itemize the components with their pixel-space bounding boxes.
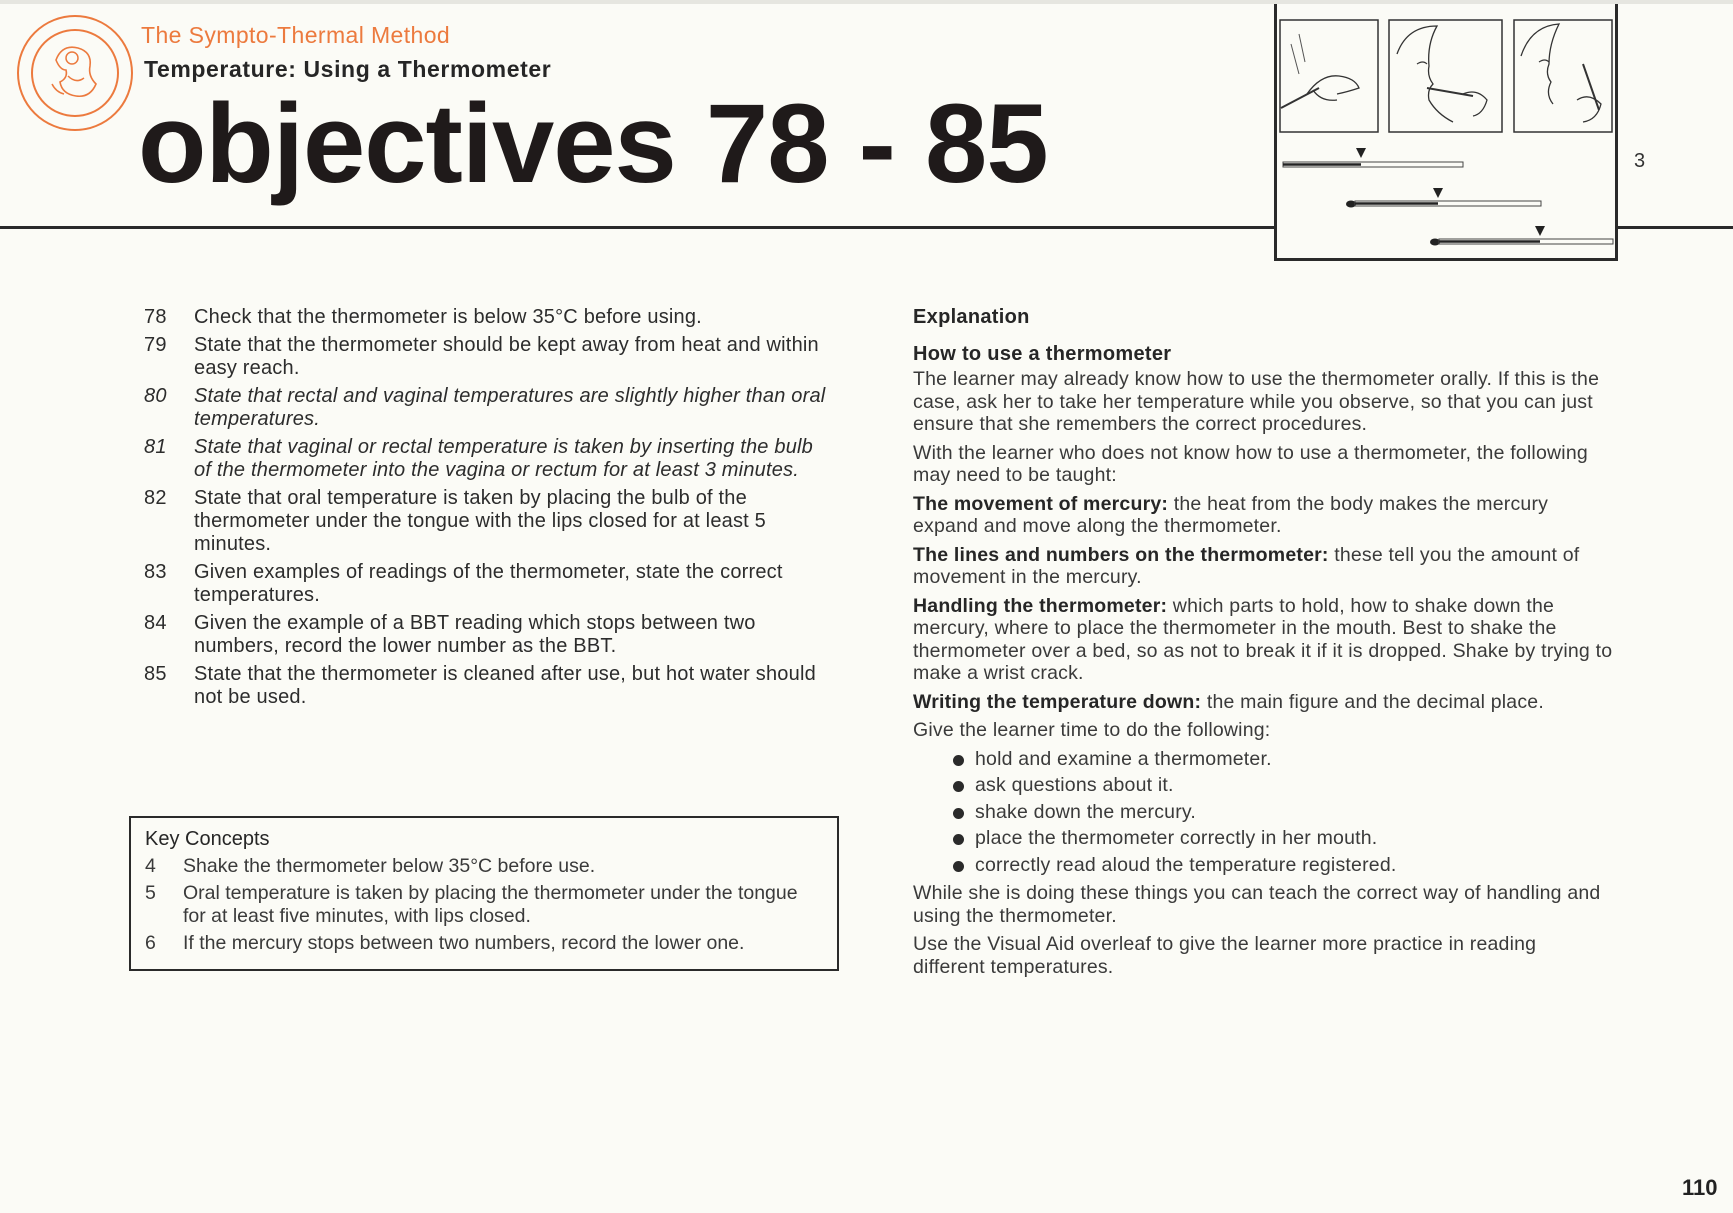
key-concept-text: If the mercury stops between two numbers, record the lower one. (183, 932, 745, 954)
objective-number: 84 (144, 612, 167, 634)
bullet-item: place the thermometer correctly in her mouth. (953, 827, 1613, 850)
topic-lead: Handling the thermometer: (913, 594, 1168, 617)
topic-text: the heat from the body makes the mercury expand and move along the thermometer. (913, 492, 1549, 537)
objective-item (144, 663, 834, 709)
explanation-topic (913, 691, 1613, 714)
thermometer-illustration (1274, 4, 1618, 261)
topic-text: which parts to hold, how to shake down the mercury, where to place the thermometer in the mouth. Best to shake the thermometer over a bed, so as not to break it if it is dropped. Shake by trying to make a wrist crack. (913, 594, 1613, 684)
objective-text: State that the thermometer should be kept away from heat and within easy reach. (194, 334, 819, 379)
thermometer-scale-3 (1430, 226, 1613, 246)
page-number: 110 (1682, 1175, 1718, 1200)
thermometer-scale-2 (1346, 188, 1541, 208)
topic-text: the main figure and the decimal place. (1201, 690, 1544, 713)
thermometer-in-mouth-panel (1389, 20, 1502, 132)
thermometer-scale-1 (1283, 148, 1463, 167)
page-title: objectives 78 - 85 (138, 81, 1048, 206)
explanation-paragraph: While she is doing these things you can teach the correct way of handling and using the thermometer. (913, 882, 1601, 927)
topic-text: these tell you the amount of movement in the mercury. (913, 543, 1580, 588)
bullet-item: correctly read aloud the temperature registered. (953, 854, 1613, 877)
sympto-thermal-logo (16, 14, 134, 132)
objective-text: State that the thermometer is cleaned after use, but hot water should not be used. (194, 663, 816, 708)
explanation-subheading: How to use a thermometer (913, 342, 1172, 365)
objective-item (144, 385, 834, 431)
objective-text: State that vaginal or rectal temperature is taken by inserting the bulb of the thermometer into the vagina or rectum for at least 3 minutes. (194, 436, 813, 481)
objective-number: 78 (144, 306, 167, 328)
key-concept-item (145, 855, 823, 878)
topic-lead: The movement of mercury: (913, 492, 1169, 515)
objective-number: 80 (144, 385, 167, 407)
activity-bullet-list (913, 748, 1613, 877)
page-marker: 3 (1634, 150, 1646, 172)
key-concept-item (145, 882, 823, 928)
topic-lead: Writing the temperature down: (913, 690, 1202, 713)
key-concept-number: 4 (145, 855, 156, 877)
objective-item (144, 306, 834, 329)
bullet-item: shake down the mercury. (953, 801, 1613, 824)
explanation-section (913, 306, 1613, 984)
series-title: The Sympto-Thermal Method (141, 22, 451, 48)
key-concept-text: Oral temperature is taken by placing the thermometer under the tongue for at least five minutes, with lips closed. (183, 882, 798, 927)
explanation-paragraph: Give the learner time to do the following: (913, 719, 1271, 741)
key-concept-number: 5 (145, 882, 156, 904)
objective-item (144, 612, 834, 658)
explanation-topics (913, 493, 1613, 714)
objective-text: State that oral temperature is taken by placing the bulb of the thermometer under the tongue with the lips closed for at least 5 minutes. (194, 487, 766, 555)
objective-item (144, 561, 834, 607)
objective-text: Check that the thermometer is below 35°C before using. (194, 306, 702, 328)
page-subtitle: Temperature: Using a Thermometer (144, 56, 552, 82)
reading-thermometer-panel (1514, 20, 1612, 132)
key-concepts-list (145, 855, 823, 955)
objective-text: Given examples of readings of the thermometer, state the correct temperatures. (194, 561, 783, 606)
key-concept-item (145, 932, 823, 955)
objective-item (144, 334, 834, 380)
key-concepts-box (129, 816, 839, 971)
explanation-paragraph: With the learner who does not know how to use a thermometer, the following may need to be taught: (913, 441, 1588, 486)
topic-lead: The lines and numbers on the thermometer: (913, 543, 1329, 566)
explanation-topic (913, 544, 1613, 589)
objective-number: 81 (144, 436, 167, 458)
key-concept-text: Shake the thermometer below 35°C before use. (183, 855, 596, 877)
objective-item (144, 487, 834, 556)
bullet-item: ask questions about it. (953, 774, 1613, 797)
objectives-list (144, 306, 834, 714)
objective-item (144, 436, 834, 482)
objective-text: Given the example of a BBT reading which stops between two numbers, record the lower number as the BBT. (194, 612, 756, 657)
objective-number: 83 (144, 561, 167, 583)
key-concepts-title: Key Concepts (145, 828, 270, 850)
objective-number: 79 (144, 334, 167, 356)
explanation-topic (913, 493, 1613, 538)
objective-number: 82 (144, 487, 167, 509)
explanation-topic (913, 595, 1613, 685)
bullet-item: hold and examine a thermometer. (953, 748, 1613, 771)
objective-text: State that rectal and vaginal temperatures are slightly higher than oral temperatures. (194, 385, 826, 430)
key-concept-number: 6 (145, 932, 156, 954)
objective-number: 85 (144, 663, 167, 685)
explanation-heading: Explanation (913, 306, 1030, 328)
explanation-paragraph: The learner may already know how to use the thermometer orally. If this is the case, ask her to take her temperature while you observe, so that you can just ensure that she remembers the correct procedures. (913, 368, 1600, 435)
explanation-paragraph: Use the Visual Aid overleaf to give the learner more practice in reading different temperatures. (913, 933, 1537, 978)
hand-shaking-thermometer-panel (1280, 20, 1378, 132)
